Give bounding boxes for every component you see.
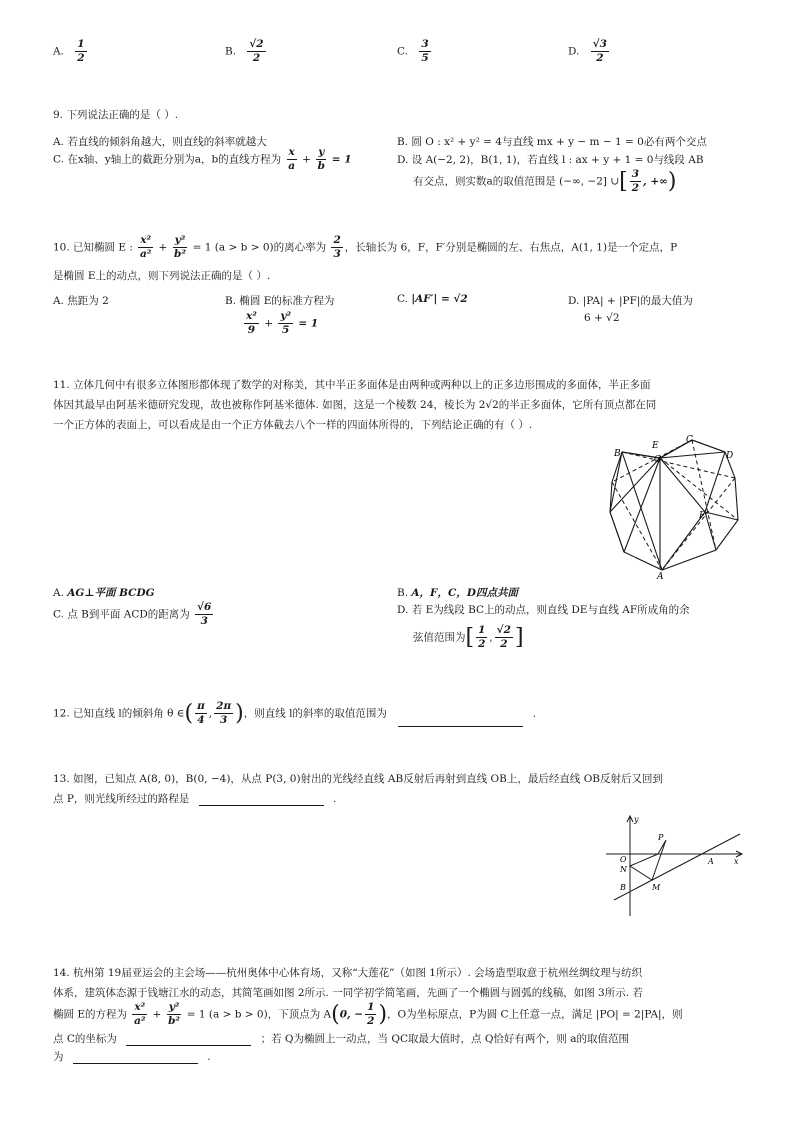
q10-option-b: B. 椭圆 E的标准方程为: [225, 295, 335, 307]
fraction: $\frac{\text{y²}}{\text{b²}}$: [168, 1001, 181, 1027]
point-label-b: B: [620, 883, 626, 892]
q14-line1: 14. 杭州第 19届亚运会的主会场——杭州奥体中心体育场，又称“大莲花”（如图 1所示）. 会场造型取意于杭州丝绸纹理与纺织: [53, 967, 643, 979]
q9-option-c: C. 在x轴、y轴上的截距分别为a，b的直线方程为 $\frac{x}{a}$ + $\frac{y}{b}$ = 1: [53, 146, 352, 172]
point-label-n: N: [620, 865, 627, 874]
fraction: $\frac{\text{x²}}{\text{a²}}$: [139, 234, 152, 260]
q10-option-b-formula: $\frac{\text{x²}}{9}$ + $\frac{\text{y²}}{5}$ = 1: [246, 310, 319, 336]
option-label: A.: [53, 45, 64, 58]
q9-option-d: D. 设 A(−2, 2)，B(1, 1)，若直线 l : ax + y + 1 = 0与线段 AB: [397, 154, 704, 166]
vertex-label-a: A: [657, 572, 664, 580]
vertex-label-b: B: [614, 449, 621, 459]
point-label-a: A: [708, 857, 714, 866]
fraction: $\frac{2}{3}$: [333, 234, 341, 260]
answer-blank[interactable]: [199, 793, 324, 806]
option-c: [397, 38, 433, 65]
q9-option-a: A. 若直线的倾斜角越大，则直线的斜率就越大: [53, 136, 267, 148]
fraction: $\frac{x}{a}$: [288, 146, 296, 172]
fraction: $\frac{√2}{2}$: [496, 624, 511, 650]
answer-blank[interactable]: [73, 1051, 198, 1064]
q9-stem: 9. 下列说法正确的是（ ）.: [53, 109, 179, 121]
fraction: $\frac{3}{5}$: [421, 38, 429, 64]
q14-line2: 体系，建筑体态源于钱塘江水的动态，其简笔画如图 2所示. 一同学初学简笔画，先画了一个椭圆与圆弧的线稿，如图 3所示. 若: [53, 987, 643, 999]
fraction: $\frac{y}{b}$: [317, 146, 325, 172]
q10-option-d: D. |PA| + |PF|的最大值为: [568, 295, 693, 307]
polyhedron-figure: [600, 430, 750, 580]
vertex-label-d: D: [726, 451, 734, 461]
vertex-label-c: C: [686, 435, 693, 445]
q10-option-d-line2: 6 + √2: [584, 312, 620, 324]
fraction: $\frac{1}{2}$: [77, 38, 85, 64]
vertex-label-e: E: [652, 441, 659, 451]
q11-line1: 11. 立体几何中有很多立体图形都体现了数学的对称美，其中半正多面体是由两种或两种以上的正多边形围成的多面体，半正多面: [53, 379, 651, 391]
q11-option-d-line2: 弦值范围为[ $\frac{1}{2}$ , $\frac{√2}{2}$ ]: [413, 624, 524, 650]
fraction: $\frac{1}{2}$: [478, 624, 486, 650]
point-label-o: O: [620, 855, 627, 864]
q13-line2: 点 P，则光线所经过的路程是 .: [53, 793, 337, 805]
q11-option-d: D. 若 E为线段 BC上的动点，则直线 DE与直线 AF所成角的余: [397, 604, 690, 616]
fraction: $\frac{\text{x²}}{9}$: [246, 310, 257, 336]
point-label-m: M: [652, 883, 661, 892]
q13-line1: 13. 如图，已知点 A(8, 0)，B(0, −4)，从点 P(3, 0)射出的光线经直线 AB反射后再射到直线 OB上，最后经直线 OB反射后又回到: [53, 773, 664, 785]
q10-option-a: A. 焦距为 2: [53, 295, 109, 307]
q10-option-c: C. |AF′| = √2: [397, 293, 468, 305]
axis-label-y: y: [634, 815, 639, 824]
q14-line4: 点 C的坐标为 ；若 Q为椭圆上一动点，当 QC取最大值时，点 Q恰好有两个，则 a的取值范围: [53, 1033, 630, 1045]
q9-option-b: B. 圆 O : x² + y² = 4与直线 mx + y − m − 1 = 0必有两个交点: [397, 136, 707, 148]
q14-line5: 为 .: [53, 1051, 211, 1063]
q11-option-b: B. A，F，C，D四点共面: [397, 587, 518, 599]
fraction: $\frac{1}{2}$: [367, 1001, 375, 1027]
q10-line2: 是椭圆 E上的动点，则下列说法正确的是（ ）.: [53, 270, 271, 282]
reflection-figure: [602, 810, 747, 918]
fraction: $\frac{3}{2}$: [631, 168, 640, 194]
q12-stem: 12. 已知直线 l的倾斜角 θ ∈( $\frac{\pi}{4}$ , $\frac{2\pi}{3}$ )，则直线 l的斜率的取值范围为 .: [53, 700, 536, 726]
fraction: $\frac{2\pi}{3}$: [216, 700, 232, 726]
vertex-label-f: F: [699, 511, 706, 521]
option-label: D.: [568, 45, 580, 58]
fraction: $\frac{√3}{2}$: [592, 38, 607, 64]
fraction: $\frac{\text{y²}}{\text{b²}}$: [173, 234, 186, 260]
fraction: $\frac{\pi}{4}$: [197, 700, 205, 726]
option-b: [225, 38, 268, 65]
answer-blank[interactable]: [126, 1033, 251, 1046]
fraction: $\frac{\text{y²}}{5}$: [280, 310, 292, 336]
q11-option-c: C. 点 B到平面 ACD的距离为 $\frac{√6}{3}$: [53, 601, 212, 627]
point-label-p: P: [658, 833, 664, 842]
fraction: $\frac{√6}{3}$: [197, 601, 212, 627]
option-d: [568, 38, 611, 65]
fraction: $\frac{√2}{2}$: [249, 38, 264, 64]
option-a: [53, 38, 89, 65]
option-label: B.: [225, 45, 237, 58]
q10-line1: 10. 已知椭圆 E : $\frac{\text{x²}}{\text{a²}}$ + $\frac{\text{y²}}{\text{b²}}$ = 1 (a > b > 0)的离心率为 $\frac{2}{3}$ ，长轴长为 6，F，F′分别是椭圆的左、右焦点，A(1, 1)是一个定点，P: [53, 234, 678, 260]
q11-line2: 体因其最早由阿基米德研究发现，故也被称作阿基米德体. 如图，这是一个棱数 24，棱长为 2√2的半正多面体，它所有顶点都在同: [53, 399, 657, 411]
q9-option-d-line2: 有交点，则实数a的取值范围是 (−∞, −2] ∪[ $\frac{3}{2}$ , +∞): [413, 168, 677, 194]
answer-blank[interactable]: [398, 714, 523, 727]
q11-option-a: A. AG⊥平面 BCDG: [53, 587, 155, 599]
option-label: C.: [397, 45, 408, 58]
q11-line3: 一个正方体的表面上，可以看成是由一个正方体截去八个一样的四面体所得的，下列结论正确的有（ ）.: [53, 419, 533, 431]
q14-line3: 椭圆 E的方程为 $\frac{\text{x²}}{\text{a²}}$ + $\frac{\text{y²}}{\text{b²}}$ = 1 (a > b > 0)，下顶点为 A(0, − $\frac{1}{2}$ )，O为坐标原点，P为圆 C上任意一点，满足 |PO| = 2|PA|，则: [53, 1001, 683, 1027]
fraction: $\frac{\text{x²}}{\text{a²}}$: [134, 1001, 146, 1027]
axis-label-x: x: [734, 857, 739, 866]
vertex-label-g: G: [654, 455, 662, 465]
